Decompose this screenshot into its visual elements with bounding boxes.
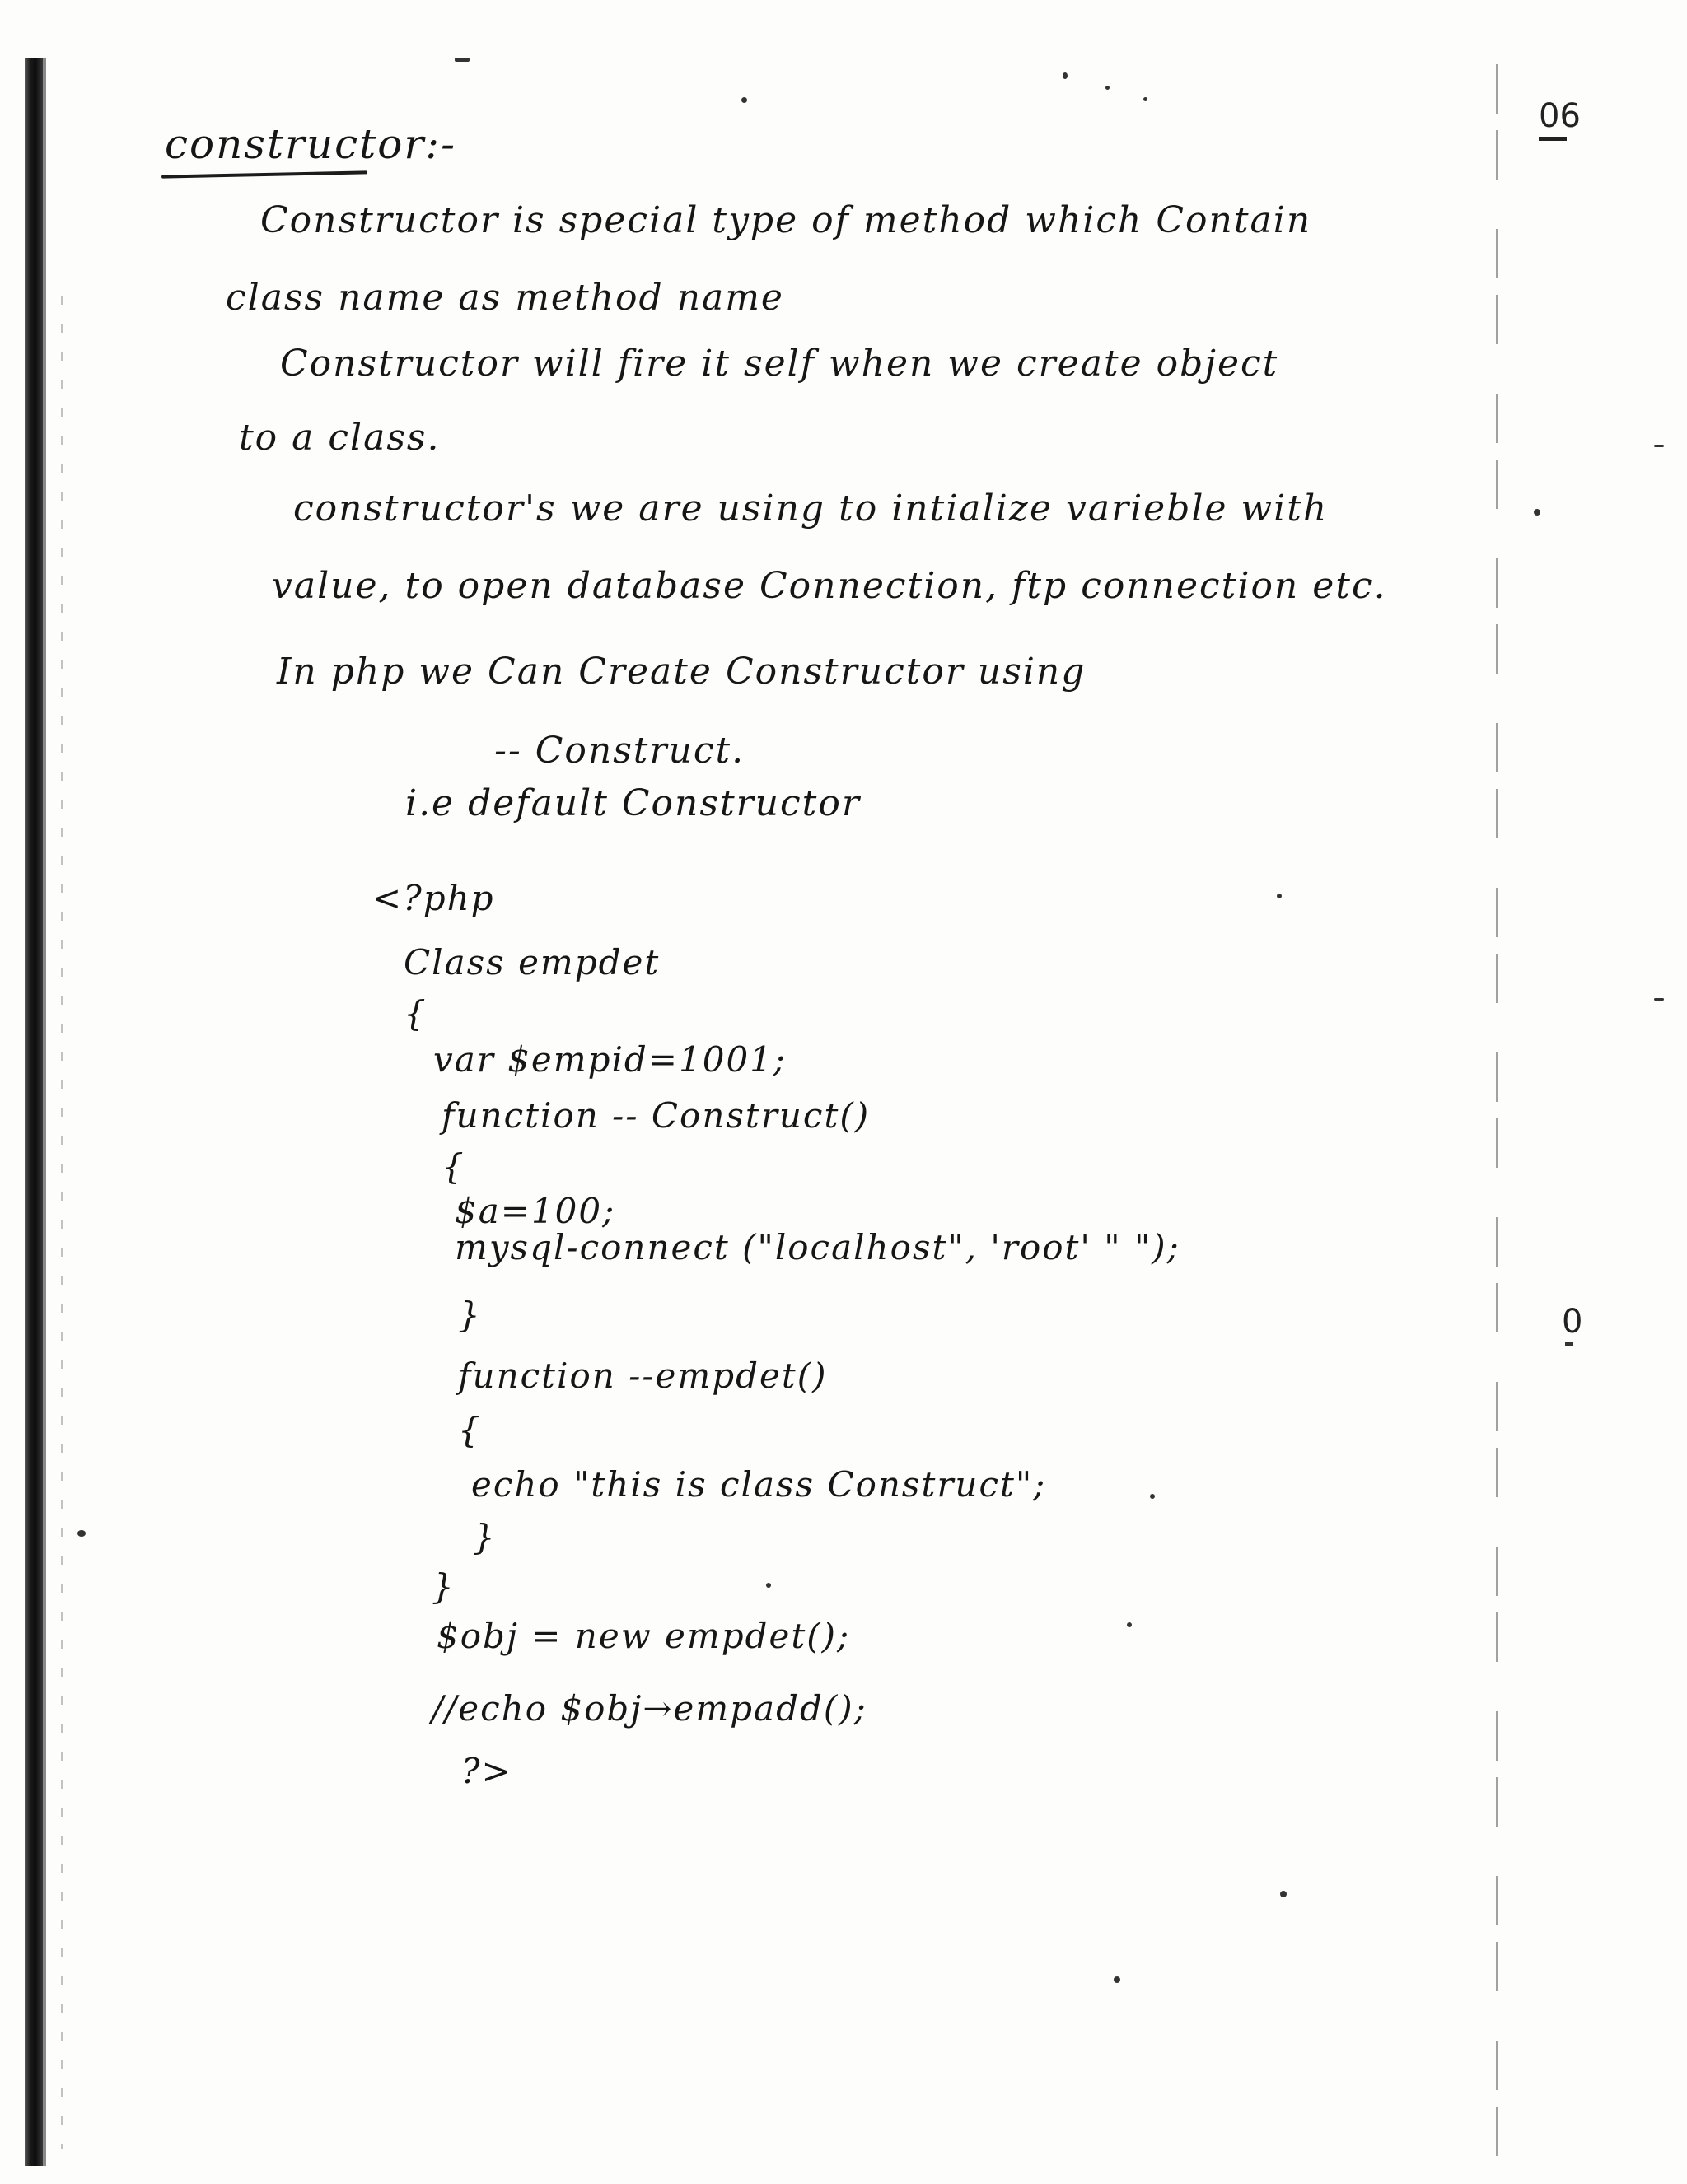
paragraph-line: value, to open database Connection, ftp connection etc.: [272, 565, 1387, 607]
scan-speck: [1114, 1976, 1120, 1983]
scan-speck: [741, 97, 747, 103]
page-heading: constructor:-: [165, 120, 457, 168]
scan-speck: [77, 1530, 86, 1537]
scan-speck: [1143, 97, 1147, 101]
scan-speck: [766, 1583, 771, 1588]
scan-speck: [455, 58, 470, 62]
heading-underline: [161, 170, 367, 178]
code-line: {: [404, 993, 428, 1034]
code-line: $a=100;: [455, 1191, 616, 1231]
code-line: }: [458, 1295, 482, 1335]
code-line: echo "this is class Construct";: [471, 1464, 1047, 1505]
code-line: var $empid=1001;: [433, 1039, 787, 1080]
right-margin-rule: [1496, 64, 1498, 2172]
code-line: //echo $obj→empadd();: [432, 1688, 867, 1729]
scan-speck: [1534, 509, 1540, 516]
code-line: function -- Construct(): [442, 1095, 871, 1136]
code-line: ?>: [461, 1751, 512, 1791]
code-line: function --empdet(): [458, 1356, 828, 1396]
code-line: }: [473, 1517, 497, 1557]
paragraph-line: class name as method name: [226, 277, 784, 319]
paragraph-line: Constructor is special type of method which Contain: [260, 199, 1312, 241]
scan-speck: [1063, 72, 1068, 79]
margin-mark-dash: [1565, 1342, 1573, 1346]
scan-speck: [1150, 1494, 1155, 1499]
scan-speck: [1654, 998, 1664, 1001]
code-line: <?php: [372, 878, 495, 918]
scan-speck: [1277, 894, 1282, 898]
page-number-mark: 06: [1539, 97, 1581, 135]
binding-edge-highlight: [43, 58, 46, 2166]
paragraph-line: -- Construct.: [494, 730, 745, 772]
code-line: mysql-connect ("localhost", 'root' " ");: [455, 1227, 1180, 1267]
binding-perforation: [61, 296, 63, 2149]
code-line: Class empdet: [404, 942, 661, 982]
page-number-underline: [1539, 137, 1567, 141]
code-line: {: [442, 1146, 465, 1187]
margin-mark: 0: [1562, 1303, 1583, 1341]
code-line: }: [432, 1566, 456, 1607]
paragraph-line: i.e default Constructor: [405, 782, 861, 824]
paragraph-line: In php we Can Create Constructor using: [277, 651, 1087, 693]
paragraph-line: Constructor will fire it self when we create object: [280, 343, 1279, 385]
scan-speck: [1127, 1622, 1132, 1627]
paragraph-line: to a class.: [239, 417, 441, 459]
scan-speck: [1105, 86, 1110, 90]
paragraph-line: constructor's we are using to intialize varieble with: [293, 488, 1329, 530]
code-line: {: [458, 1410, 482, 1450]
binding-edge: [25, 58, 43, 2166]
code-line: $obj = new empdet();: [437, 1616, 851, 1656]
scan-speck: [1654, 445, 1664, 447]
scan-speck: [1280, 1891, 1287, 1897]
